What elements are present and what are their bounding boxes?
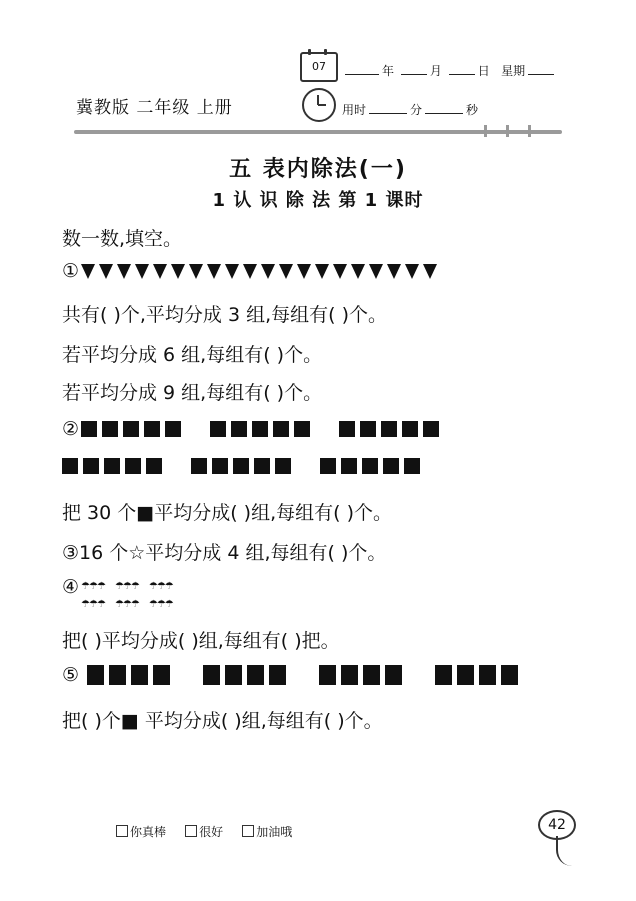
- rating-option[interactable]: 很好: [185, 825, 223, 839]
- umbrella-icon: ☂: [122, 599, 131, 610]
- triangle-icon: [225, 264, 239, 279]
- q1-marker: ①: [62, 260, 80, 282]
- checkbox-icon[interactable]: [185, 825, 197, 837]
- block-icon: [435, 665, 452, 685]
- triangle-icon: [81, 264, 95, 279]
- umbrella-icon: ☂: [89, 599, 97, 610]
- q1-line-2: 若平均分成 6 组,每组有( )个。: [62, 344, 323, 366]
- page-number: 42: [538, 810, 576, 840]
- triangle-icon: [207, 264, 221, 279]
- square-icon: [231, 421, 247, 437]
- clock-icon: [302, 88, 336, 122]
- q2-row-1: [62, 418, 444, 440]
- umbrella-icon: ☂: [81, 599, 90, 610]
- block-icon: [457, 665, 474, 685]
- triangle-icon: [279, 264, 293, 279]
- block-icon: [341, 665, 358, 685]
- q1-line-1: 共有( )个,平均分成 3 组,每组有( )个。: [62, 304, 387, 326]
- q4-row: [62, 576, 183, 612]
- rating-options: [116, 823, 292, 840]
- q2-marker: ②: [62, 418, 80, 440]
- square-icon: [102, 421, 118, 437]
- square-icon: [212, 458, 228, 474]
- umbrella-icon: ☂: [96, 599, 105, 610]
- block-icon: [87, 665, 104, 685]
- header-divider: [74, 130, 562, 134]
- square-icon: [341, 458, 357, 474]
- q3-line: ③16 个☆平均分成 4 组,每组有( )个。: [62, 542, 387, 564]
- square-icon: [362, 458, 378, 474]
- block-icon: [501, 665, 518, 685]
- square-icon: [423, 421, 439, 437]
- block-icon: [131, 665, 148, 685]
- triangle-icon: [351, 264, 365, 279]
- triangle-icon: [315, 264, 329, 279]
- square-icon: [123, 421, 139, 437]
- umbrella-icon: ☂: [122, 581, 131, 592]
- block-icon: [319, 665, 336, 685]
- square-icon: [402, 421, 418, 437]
- checkbox-icon[interactable]: [116, 825, 128, 837]
- square-icon: [146, 458, 162, 474]
- square-icon: [62, 458, 78, 474]
- triangle-icon: [333, 264, 347, 279]
- umbrella-icon: ☂: [130, 581, 139, 592]
- q4-marker: ④: [62, 576, 80, 598]
- umbrella-icon: ☂: [96, 581, 105, 592]
- triangle-icon: [405, 264, 419, 279]
- q1-line-3: 若平均分成 9 组,每组有( )个。: [62, 382, 323, 404]
- triangle-icon: [243, 264, 257, 279]
- square-icon: [381, 421, 397, 437]
- page-curl-decoration: [556, 836, 572, 866]
- umbrella-icon: ☂: [156, 599, 165, 610]
- book-info: 冀教版 二年级 上册: [76, 98, 233, 118]
- umbrella-icon: ☂: [114, 599, 123, 610]
- square-icon: [233, 458, 249, 474]
- q4-line: 把( )平均分成( )组,每组有( )把。: [62, 630, 340, 652]
- calendar-icon: 07: [300, 52, 338, 82]
- umbrella-icon: ☂: [81, 581, 90, 592]
- square-icon: [254, 458, 270, 474]
- square-icon: [81, 421, 97, 437]
- q5-marker: ⑤: [62, 664, 80, 686]
- divider-dot: [506, 125, 509, 137]
- square-icon: [83, 458, 99, 474]
- umbrella-icon: ☂: [114, 581, 123, 592]
- divider-dot: [528, 125, 531, 137]
- square-icon: [104, 458, 120, 474]
- umbrella-icon: ☂: [148, 599, 157, 610]
- q2-row-2: [62, 458, 425, 474]
- q2-line: 把 30 个■平均分成( )组,每组有( )个。: [62, 502, 392, 524]
- block-icon: [385, 665, 402, 685]
- triangle-icon: [423, 264, 437, 279]
- rating-option[interactable]: 加油哦: [242, 825, 292, 839]
- triangle-icon: [153, 264, 167, 279]
- time-line: 用时 分 秒: [342, 103, 479, 117]
- square-icon: [320, 458, 336, 474]
- umbrella-icon: ☂: [156, 581, 165, 592]
- block-icon: [225, 665, 242, 685]
- triangle-icon: [261, 264, 275, 279]
- rating-option[interactable]: 你真棒: [116, 825, 166, 839]
- q1-triangles: [62, 260, 441, 282]
- square-icon: [339, 421, 355, 437]
- triangle-icon: [117, 264, 131, 279]
- square-icon: [294, 421, 310, 437]
- umbrella-icon: ☂: [89, 581, 97, 592]
- block-icon: [203, 665, 220, 685]
- square-icon: [191, 458, 207, 474]
- square-icon: [404, 458, 420, 474]
- umbrella-icon: ☂: [148, 581, 157, 592]
- block-icon: [109, 665, 126, 685]
- umbrella-icon: ☂: [164, 581, 173, 592]
- triangle-icon: [135, 264, 149, 279]
- checkbox-icon[interactable]: [242, 825, 254, 837]
- date-line: 年 月 日 星期: [342, 62, 557, 79]
- block-icon: [247, 665, 264, 685]
- square-icon: [275, 458, 291, 474]
- block-icon: [269, 665, 286, 685]
- triangle-icon: [297, 264, 311, 279]
- instruction: 数一数,填空。: [62, 228, 183, 250]
- square-icon: [383, 458, 399, 474]
- q5-line: 把( )个■ 平均分成( )组,每组有( )个。: [62, 710, 383, 732]
- square-icon: [210, 421, 226, 437]
- lesson-title: 1 认 识 除 法 第 1 课时: [212, 190, 424, 211]
- triangle-icon: [99, 264, 113, 279]
- square-icon: [144, 421, 160, 437]
- square-icon: [252, 421, 268, 437]
- square-icon: [273, 421, 289, 437]
- triangle-icon: [189, 264, 203, 279]
- umbrella-icon: ☂: [130, 599, 139, 610]
- square-icon: [360, 421, 376, 437]
- umbrella-icon: ☂: [164, 599, 173, 610]
- triangle-icon: [369, 264, 383, 279]
- block-icon: [479, 665, 496, 685]
- divider-dot: [484, 125, 487, 137]
- triangle-icon: [171, 264, 185, 279]
- square-icon: [125, 458, 141, 474]
- unit-title: 五 表内除法(一): [229, 157, 407, 182]
- square-icon: [165, 421, 181, 437]
- block-icon: [153, 665, 170, 685]
- triangle-icon: [387, 264, 401, 279]
- block-icon: [363, 665, 380, 685]
- q5-row: [62, 664, 523, 686]
